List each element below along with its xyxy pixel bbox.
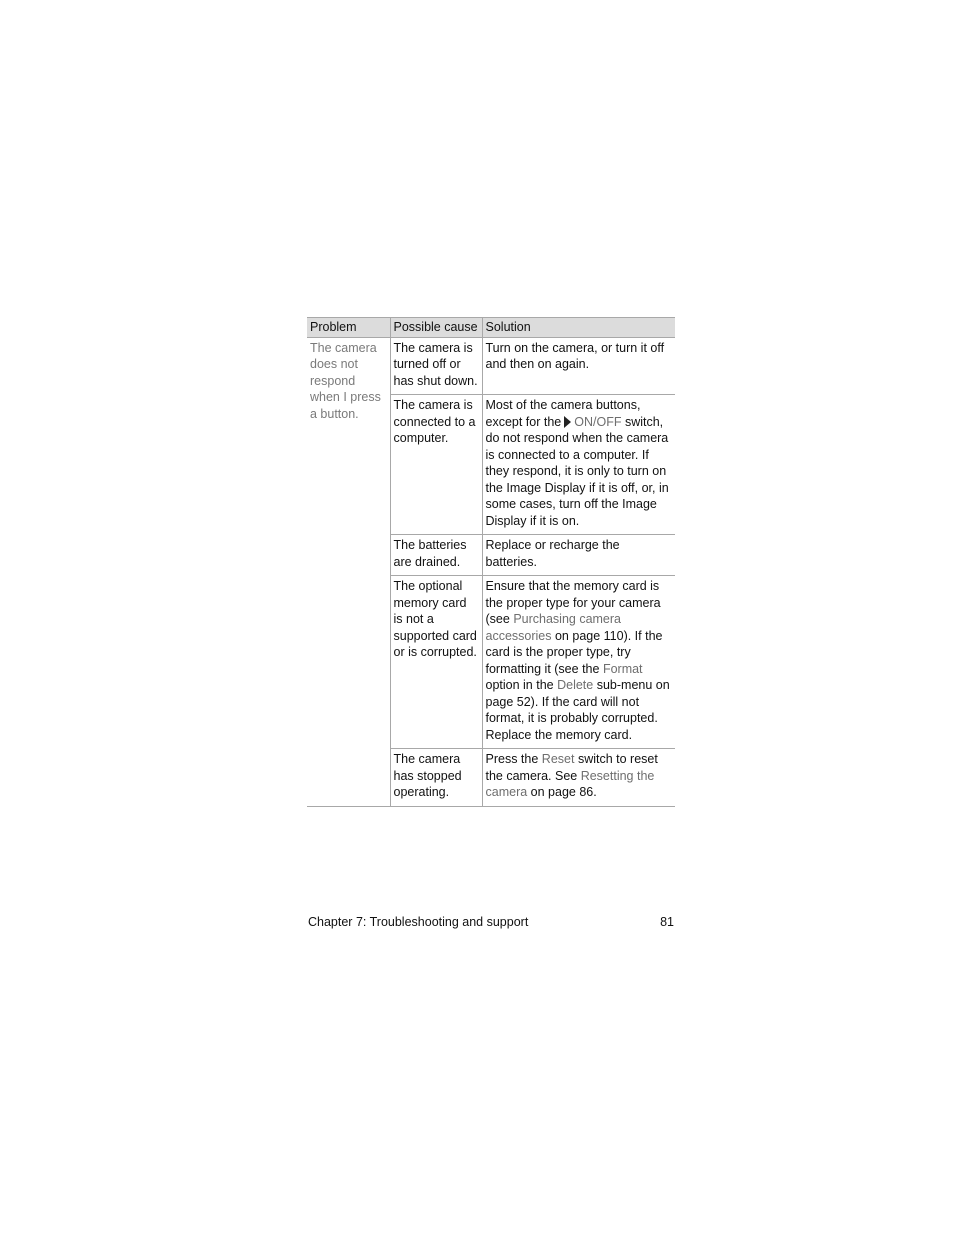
troubleshooting-table-container <box>307 317 675 807</box>
solution-text: switch to reset the camera. See <box>485 752 658 783</box>
solution-cell: Replace or recharge the batteries. <box>482 535 675 576</box>
delete-submenu-ref: Delete <box>557 678 594 692</box>
cause-cell: The batteries are drained. <box>390 535 482 576</box>
on-off-control-label: ON/OFF <box>574 414 622 429</box>
solution-cell <box>482 395 675 535</box>
cause-cell: The optional memory card is not a supported card or is corrupted. <box>390 576 482 749</box>
page-number: 81 <box>660 915 674 929</box>
header-solution: Solution <box>482 318 675 338</box>
solution-text: Most of the camera buttons, except for the <box>485 398 641 429</box>
table-header-row <box>307 318 675 338</box>
solution-text: on page 86. <box>530 785 597 799</box>
cause-cell: The camera is turned off or has shut down. <box>390 337 482 395</box>
chapter-title: Chapter 7: Troubleshooting and support <box>308 915 529 929</box>
cause-cell: The camera is connected to a computer. <box>390 395 482 535</box>
reset-switch-ref: Reset <box>541 752 575 766</box>
play-icon <box>564 416 571 428</box>
problem-cell: The camera does not respond when I press a button. <box>307 337 390 806</box>
solution-text: Ensure that the memory card is the proper type for your camera (see <box>485 579 661 626</box>
purchasing-accessories-ref: Purchasing camera accessories <box>485 612 622 643</box>
troubleshooting-table <box>307 317 675 807</box>
solution-text: on page 110). If the card is the proper type, try formatting it (see the <box>485 628 663 676</box>
solution-cell <box>482 576 675 749</box>
solution-cell <box>482 749 675 807</box>
solution-text: switch, do not respond when the camera is connected to a computer. If they respond, it is only to turn on the Image Display if it is off, or, in some cases, turn off the Image Display if it is on. <box>485 414 669 528</box>
header-possible-cause: Possible cause <box>390 318 482 338</box>
solution-text: option in the <box>485 678 554 692</box>
resetting-camera-ref: Resetting the camera <box>485 768 655 799</box>
format-option-ref: Format <box>602 661 643 676</box>
table-row <box>307 337 675 395</box>
solution-text: sub-menu on page 52). If the card will not format, it is probably corrupted. Replace the memory card. <box>485 678 670 742</box>
solution-text: Press the <box>485 752 539 766</box>
solution-cell: Turn on the camera, or turn it off and then on again. <box>482 337 675 395</box>
header-problem: Problem <box>307 318 390 338</box>
cause-cell: The camera has stopped operating. <box>390 749 482 807</box>
